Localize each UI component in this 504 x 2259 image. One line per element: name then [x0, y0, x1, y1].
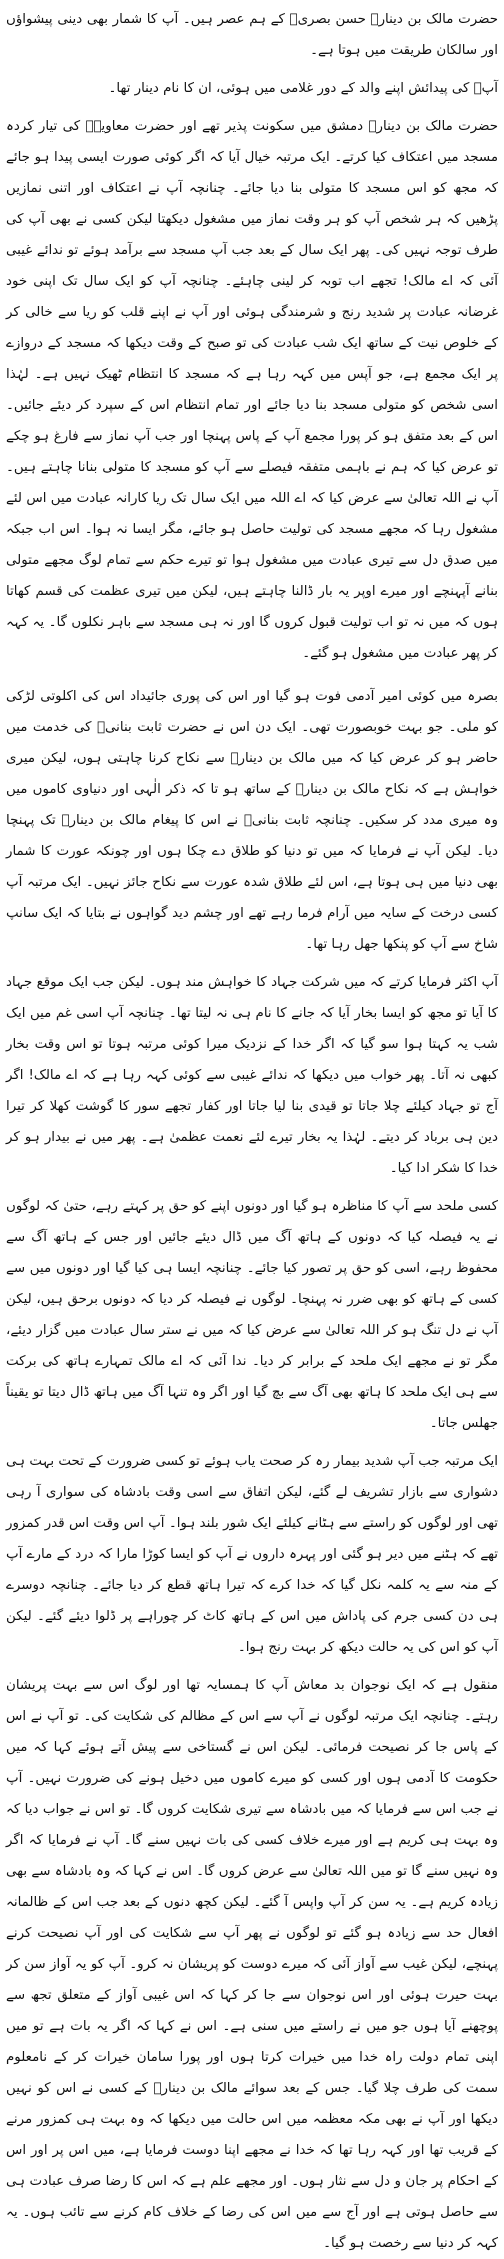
market-story-paragraph: ایک مرتبہ جب آپ شدید بیمار رہ کر صحت یاب ہوئے تو کسی ضرورت کے تحت بہت ہی دشواری سے بازار تشریف لے گئے، لیکن اتفاق سے اسی وقت بادشاہ کی سواری آ رہی تھی اور لوگوں کو راستے سے ہٹانے کیلئے ایک شور بلند ہوا۔ آپ اس وقت اس قدر کمزور تھے کہ ہٹنے میں دیر ہو گئی اور پہرہ داروں نے آپ کو ایسا کوڑا مارا کہ درد کے مارے آپ کے منہ سے یہ کلمہ نکل گیا کہ خدا کرے کہ تیرا ہاتھ قطع کر دیا جائے۔ چنانچہ دوسرے ہی دن کسی جرم کی پاداش میں اس کے ہاتھ کاٹ کر چوراہے پر ڈلوا دیئے گئے۔ لیکن آپ کو اس کی یہ حالت دیکھ کر بہت رنج ہوا۔ — [6, 1454, 498, 1655]
jihad-story-paragraph: آپ اکثر فرمایا کرتے کہ میں شرکت جہاد کا خواہش مند ہوں۔ لیکن جب ایک موقع جہاد کا آیا تو مجھ کو ایسا بخار آیا کہ جانے کا نام ہی نہ لیتا تھا۔ چنانچہ آپ اسی غم میں ایک شب یہ کہتا ہوا سو گیا کہ اگر خدا کے نزدیک میرا کوئی مرتبہ ہوتا تو اس وقت بخار کبھی نہ آتا۔ پھر خواب میں دیکھا کہ ندائے غیبی سے کوئی کہہ رہا ہے کہ اے مالک! اگر آج تو جہاد کیلئے چلا جاتا تو قیدی بنا لیا جاتا اور کفار تجھے سور کا گوشت کھلا کر تیرا دین ہی برباد کر دیتے۔ لہٰذا یہ بخار تیرے لئے نعمت عظمیٰ ہے۔ پھر میں نے بیدار ہو کر خدا کا شکر ادا کیا۔ — [6, 975, 498, 1176]
marriage-story-paragraph: بصرہ میں کوئی امیر آدمی فوت ہو گیا اور اس کی پوری جائیداد اس کی اکلوتی لڑکی کو ملی۔ جو بہت خوبصورت تھی۔ ایک دن اس نے حضرت ثابت بنانیؒ کی خدمت میں حاضر ہو کر عرض کیا کہ میں مالک بن دینارؒ سے نکاح کرنا چاہتی ہوں، لیکن میری خواہش ہے کہ نکاح مالک بن دینارؒ کے ساتھ ہو تا کہ ذکر الٰہی اور دنیاوی کاموں میں وہ میری مدد کر سکیں۔ چنانچہ ثابت بنانیؒ نے اس کا پیغام مالک بن دینارؒ تک پہنچا دیا۔ لیکن آپ نے فرمایا کہ میں تو دنیا کو طلاق دے چکا ہوں اور چونکہ عورت کا شمار بھی دنیا میں ہی ہوتا ہے، اس لئے طلاق شدہ عورت سے نکاح جائز نہیں۔ ایک مرتبہ آپ کسی درخت کے سایہ میں آرام فرما رہے تھے اور چشم دید گواہوں نے بتایا کہ ایک سانپ شاخ سے آپ کو پنکھا جھل رہا تھا۔ — [6, 689, 498, 952]
intro-paragraph: حضرت مالک بن دینارؒ حسن بصریؒ کے ہم عصر ہیں۔ آپ کا شمار بھی دینی پیشواؤں اور سالکان طریقت میں ہوتا ہے۔ — [6, 12, 498, 58]
debate-story-paragraph: کسی ملحد سے آپ کا مناظرہ ہو گیا اور دونوں اپنے کو حق پر کہتے رہے، حتیٰ کہ لوگوں نے یہ فیصلہ کیا کہ دونوں کے ہاتھ آگ میں ڈال دیئے جائیں اور جس کے ہاتھ آگ سے محفوظ رہے، اسی کو حق پر تصور کیا جائے۔ چنانچہ ایسا ہی کیا گیا اور دونوں میں سے کسی کے ہاتھ کو بھی ضرر نہ پہنچا۔ لوگوں نے فیصلہ کر دیا کہ دونوں برحق ہیں، لیکن آپ نے دل تنگ ہو کر اللہ تعالیٰ سے عرض کیا کہ میں نے ستر سال عبادت میں گزار دیئے، مگر تو نے مجھے ایک ملحد کے برابر کر دیا۔ ندا آئی کہ اے مالک تمہارے ہاتھ کی برکت سے ہی ایک ملحد کا ہاتھ بھی آگ سے بچ گیا اور اگر وہ تنہا آگ میں ہاتھ ڈال دیتا تو یقیناً جھلس جاتا۔ — [6, 1199, 498, 1431]
birth-paragraph: آپؒ کی پیدائش اپنے والد کے دور غلامی میں ہوئی، ان کا نام دینار تھا۔ — [108, 81, 498, 96]
mosque-story-paragraph: حضرت مالک بن دینارؒ دمشق میں سکونت پذیر تھے اور حضرت معاویہؓ کی تیار کردہ مسجد میں اعتکاف کیا کرتے۔ ایک مرتبہ خیال آیا کہ اگر کوئی صورت ایسی پیدا ہو جائے کہ مجھ کو اس مسجد کا متولی بنا دیا جائے۔ چنانچہ آپ نے اعتکاف اور اتنی نمازیں پڑھیں کہ ہر شخص آپ کو ہر وقت نماز میں مشغول دیکھتا لیکن کسی نے بھی آپ کی طرف توجہ نہیں کی۔ پھر ایک سال کے بعد جب آپ مسجد سے برآمد ہوئے تو ندائے غیبی آئی کہ اے مالک! تجھے اب توبہ کر لینی چاہئے۔ چنانچہ آپ کو ایک سال تک اپنی خود غرضانہ عبادت پر شدید رنج و شرمندگی ہوئی اور آپ نے اپنے قلب کو ریا سے خالی کر کے خلوص نیت کے ساتھ ایک شب عبادت کی تو صبح کے وقت دیکھا کہ مسجد کے دروازے پر ایک مجمع ہے، جو آپس میں کہہ رہا ہے کہ مسجد کا انتظام ٹھیک نہیں ہے۔ لہٰذا اسی شخص کو متولی مسجد بنا دیا جائے اور تمام انتظام اس کے سپرد کر دیئے جائیں۔ اس کے بعد متفق ہو کر پورا مجمع آپ کے پاس پہنچا اور جب آپ نماز سے فارغ ہو چکے تو عرض کیا کہ ہم نے باہمی متفقہ فیصلے سے آپ کو مسجد کا متولی بنانا چاہتے ہیں۔ آپ نے اللہ تعالیٰ سے عرض کیا کہ اے اللہ میں ایک سال تک ریا کارانہ عبادت میں اس لئے مشغول رہا کہ مجھے مسجد کی تولیت حاصل ہو جائے، مگر ایسا نہ ہوا۔ اس اب جبکہ میں صدق دل سے تیری عبادت میں مشغول ہوا تو تیرے حکم سے تمام لوگ مجھے متولی بنانے آپہنچے اور میرے اوپر یہ بار ڈالنا چاہتے ہیں، لیکن میں تیری عظمت کی قسم کھاتا ہوں کہ میں نہ تو اب تولیت قبول کروں گا اور نہ ہی مسجد سے باہر نکلوں گا۔ یہ کہہ کر پھر عبادت میں مشغول ہو گئے۔ — [6, 119, 498, 661]
neighbor-story-paragraph: منقول ہے کہ ایک نوجوان بد معاش آپ کا ہمسایہ تھا اور لوگ اس سے بہت پریشان رہتے۔ چنانچہ ایک مرتبہ لوگوں نے آپ سے اس کے مظالم کی شکایت کی۔ تو آپ نے اس کے پاس جا کر نصیحت فرمائی۔ لیکن اس نے گستاخی سے پیش آتے ہوئے کہا کہ میں حکومت کا آدمی ہوں اور کسی کو میرے کاموں میں دخیل ہونے کی ضرورت نہیں۔ آپ نے جب اس سے فرمایا کہ میں بادشاہ سے تیری شکایت کروں گا۔ تو اس نے جواب دیا کہ وہ بہت ہی کریم ہے اور میرے خلاف کسی کی بات نہیں سنے گا۔ آپ نے فرمایا کہ اگر وہ نہیں سنے گا تو میں اللہ تعالیٰ سے عرض کروں گا۔ اس نے کہا کہ وہ بادشاہ سے بھی زیادہ کریم ہے۔ یہ سن کر آپ واپس آ گئے۔ لیکن کچھ دنوں کے بعد جب اس کے ظالمانہ افعال حد سے زیادہ ہو گئے تو لوگوں نے پھر آپ سے شکایت کی اور آپ نصیحت کرنے پہنچے، لیکن غیب سے آواز آئی کہ میرے دوست کو پریشان نہ کرو۔ آپ کو یہ آواز سن کر بہت حیرت ہوئی اور اس نوجوان سے جا کر کہا کہ اس غیبی آواز کے متعلق تجھ سے پوچھنے آیا ہوں جو میں نے راستے میں سنی ہے۔ اس نے کہا کہ اگر یہ بات ہے تو میں اپنی تمام دولت راہ خدا میں خیرات کرتا ہوں اور پورا سامان خیرات کر کے نامعلوم سمت کی طرف چلا گیا۔ جس کے بعد سوائے مالک بن دینارؒ کے کسی نے اس کو نہیں دیکھا اور آپ نے بھی مکہ معظمہ میں اس حالت میں دیکھا کہ وہ بہت ہی کمزور مرنے کے قریب تھا اور کہہ رہا تھا کہ خدا نے مجھے اپنا دوست فرمایا ہے، میں اس پر اور اس کے احکام پر جان و دل سے نثار ہوں۔ اور مجھے علم ہے کہ اس کا رضا صرف عبادت ہی سے حاصل ہوتی ہے اور آج سے میں اس کی رضا کے خلاف کام کرنے سے تائب ہوں۔ یہ کہہ کر دنیا سے رخصت ہو گیا۔ — [6, 1678, 498, 2251]
